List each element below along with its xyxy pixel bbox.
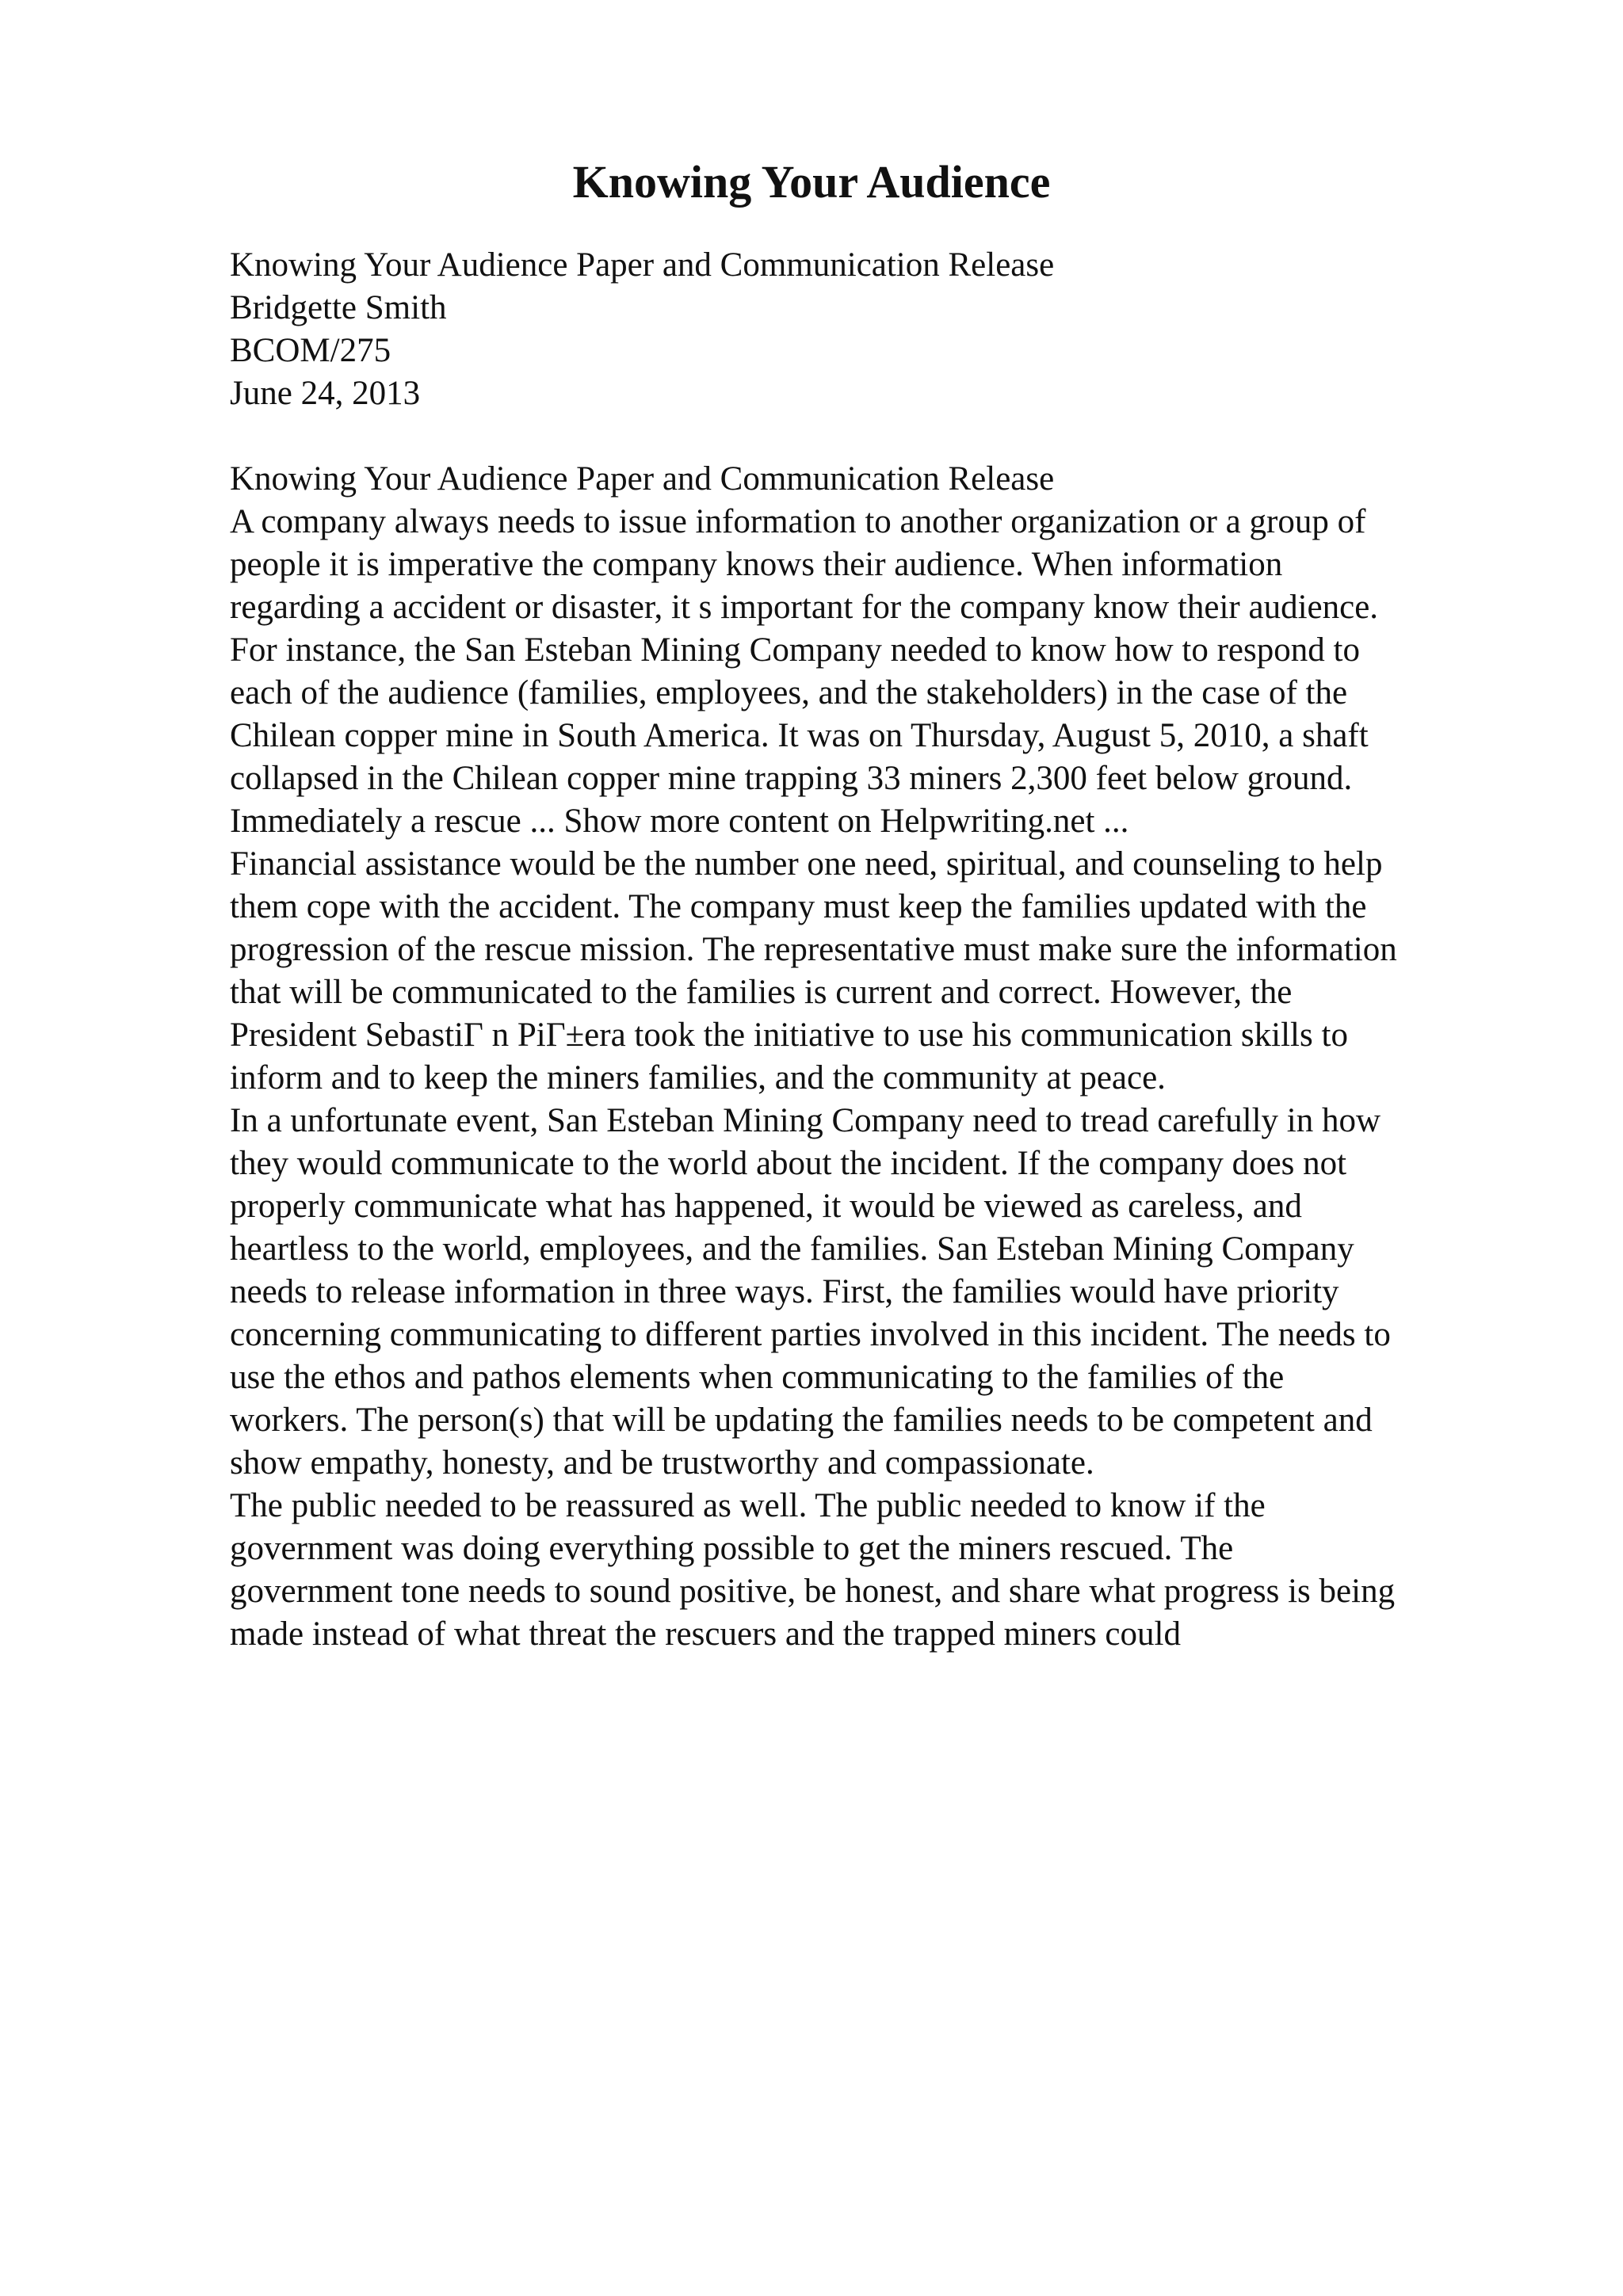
paper-title-line: Knowing Your Audience Paper and Communication Release	[230, 246, 1055, 284]
body-line: show empathy, honesty, and be trustworthy and compassionate.	[230, 1444, 1094, 1482]
body-line: use the ethos and pathos elements when communicating to the families of the	[230, 1359, 1285, 1396]
body-line: each of the audience (families, employees, and the stakeholders) in the case of the	[230, 674, 1348, 711]
body-line: made instead of what threat the rescuers and the trapped miners could	[230, 1615, 1181, 1653]
body-line: The public needed to be reassured as well. The public needed to know if the	[230, 1487, 1266, 1524]
body-line: that will be communicated to the families is current and correct. However, the	[230, 974, 1293, 1011]
body-line: Financial assistance would be the number one need, spiritual, and counseling to help	[230, 845, 1383, 883]
body-line: Immediately a rescue ... Show more content on Helpwriting.net ...	[230, 803, 1129, 840]
body-line: they would communicate to the world about the incident. If the company does not	[230, 1145, 1347, 1182]
body-line: In a unfortunate event, San Esteban Mining Company need to tread carefully in how	[230, 1102, 1381, 1139]
body-line: Knowing Your Audience Paper and Communication Release	[230, 460, 1055, 498]
document-content	[230, 244, 1514, 1656]
body-line: them cope with the accident. The company must keep the families updated with the	[230, 888, 1367, 925]
body-line: government tone needs to sound positive, be honest, and share what progress is being	[230, 1573, 1396, 1610]
body-line: needs to release information in three ways. First, the families would have priority	[230, 1273, 1339, 1310]
body-line: Chilean copper mine in South America. It was on Thursday, August 5, 2010, a shaft	[230, 717, 1369, 754]
body-line: people it is imperative the company knows their audience. When information	[230, 546, 1283, 583]
body-line: heartless to the world, employees, and the families. San Esteban Mining Company	[230, 1230, 1354, 1268]
body-line: workers. The person(s) that will be updating the families needs to be competent and	[230, 1402, 1373, 1439]
body-line: regarding a accident or disaster, it s important for the company know their audience.	[230, 589, 1379, 626]
body-line: inform and to keep the miners families, and the community at peace.	[230, 1059, 1166, 1097]
body-line: government was doing everything possible to get the miners rescued. The	[230, 1530, 1234, 1567]
body-line: collapsed in the Chilean copper mine trapping 33 miners 2,300 feet below ground.	[230, 760, 1353, 797]
body-line: A company always needs to issue information to another organization or a group of	[230, 503, 1366, 540]
body-line: properly communicate what has happened, it would be viewed as careless, and	[230, 1188, 1302, 1225]
author-line: Bridgette Smith	[230, 289, 447, 326]
document-title: Knowing Your Audience	[572, 156, 1051, 208]
body-line: President SebastiΓ n PiΓ±era took the initiative to use his communication skills to	[230, 1016, 1348, 1054]
header-block	[230, 244, 1514, 415]
date-line: June 24, 2013	[230, 375, 421, 412]
body-text	[230, 458, 1514, 1656]
course-line: BCOM/275	[230, 332, 391, 369]
body-line: concerning communicating to different parties involved in this incident. The needs to	[230, 1316, 1391, 1353]
body-line: progression of the rescue mission. The representative must make sure the information	[230, 931, 1397, 968]
body-line: For instance, the San Esteban Mining Company needed to know how to respond to	[230, 631, 1360, 669]
blank-line	[230, 415, 1514, 458]
